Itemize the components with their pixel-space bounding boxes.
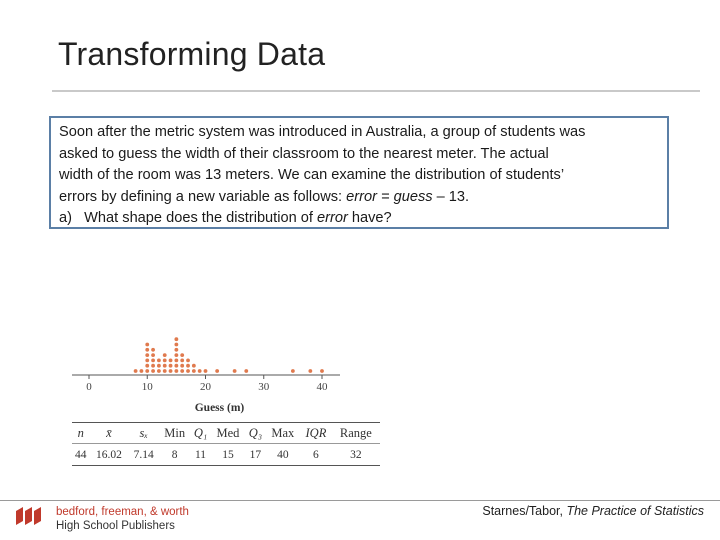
stats-mid-rule [72,443,380,444]
dot [180,369,184,373]
question-text: What shape does the distribution of [84,210,317,227]
stats-bottom-rule [72,465,380,466]
summary-header-cell: Min [164,425,186,440]
dot [174,369,178,373]
problem-text: asked to guess the width of their classroom to the nearest meter. The actual [59,145,549,162]
x-tick-label: 40 [316,381,328,393]
dot [198,369,202,373]
summary-value-cell: 32 [350,449,362,461]
x-tick-label: 30 [258,381,270,393]
dot [174,364,178,368]
dot [169,359,173,363]
dot [174,348,178,352]
dot [145,348,149,352]
problem-line [59,187,659,209]
dot [174,359,178,363]
problem-text: Soon after the metric system was introduced in Australia, a group of students was [59,124,586,140]
problem-text: – 13. [432,188,470,205]
footer-divider [0,500,720,501]
dot [145,343,149,347]
dot [163,353,167,357]
question-term: error [317,210,348,227]
dot [134,369,138,373]
summary-value-cell: 17 [249,449,262,461]
question-line [59,208,659,230]
dot [291,369,295,373]
summary-header-cell: IQR [305,425,327,440]
dot [145,359,149,363]
credit-book-title: The Practice of Statistics [566,504,704,518]
summary-value-cell: 15 [222,449,234,461]
dot [169,369,173,373]
x-axis-label: Guess (m) [194,402,245,414]
summary-value-cell: 44 [74,449,87,461]
error-formula: error = guess [346,188,433,205]
dot [244,369,248,373]
summary-value-cell: 16.02 [95,449,122,461]
problem-line [59,165,659,187]
publisher-logo [14,505,189,533]
summary-header-cell: Q₁ [193,425,208,440]
problem-text: width of the room was 13 meters. We can examine the distribution of students’ [59,167,565,184]
title-divider [52,90,700,92]
dot [157,364,161,368]
dot [186,369,190,373]
summary-header-cell: Range [339,425,372,440]
dot [192,364,196,368]
dot [180,359,184,363]
summary-header-cell: Max [271,425,295,440]
summary-value-row [72,444,380,466]
dot [145,353,149,357]
dot [163,359,167,363]
dot [145,364,149,368]
summary-stats-table [72,422,380,466]
summary-value-cell: 6 [313,449,319,461]
dot [151,359,155,363]
dotplot-chart [62,318,362,414]
summary-header-cell: sₓ [139,425,148,440]
x-tick-label: 0 [86,381,92,393]
dot [180,364,184,368]
slide-title: Transforming Data [58,36,326,72]
problem-text: errors by defining a new variable as follows: [59,188,347,205]
dot [215,369,219,373]
summary-value-cell: 40 [277,449,289,461]
book-credit [482,504,704,518]
problem-line [59,122,659,144]
dot [145,369,149,373]
dot [163,369,167,373]
publisher-name: bedford, freeman, & worth [56,506,189,518]
dot [186,359,190,363]
summary-header-row [72,422,380,444]
x-tick-label: 10 [141,381,153,393]
dot [140,369,144,373]
publisher-division: High School Publishers [56,520,175,532]
publisher-mark-icon [14,505,48,527]
dot [151,364,155,368]
credit-authors: Starnes/Tabor, [482,504,567,518]
summary-header-cell: n [77,425,84,440]
dot [308,369,312,373]
dot [169,364,173,368]
dot [151,348,155,352]
problem-line [59,144,659,166]
dot [204,369,208,373]
dot [157,359,161,363]
question-text: have? [347,210,392,227]
dot [157,369,161,373]
dot [186,364,190,368]
summary-value-cell: 11 [194,449,207,461]
dot [174,343,178,347]
summary-value-cell: 7.14 [133,449,154,461]
dot [192,369,196,373]
dot [174,337,178,341]
question-label: a) [59,210,72,227]
dot [174,353,178,357]
summary-header-cell: x̄ [106,425,112,440]
dot [151,369,155,373]
dot [320,369,324,373]
problem-box [49,116,669,229]
x-tick-label: 20 [200,381,211,393]
dot [163,364,167,368]
dot [151,353,155,357]
summary-value-cell: 8 [171,449,178,461]
dot [180,353,184,357]
dot [233,369,237,373]
summary-header-cell: Med [216,425,240,440]
summary-header-cell: Q₃ [248,425,263,440]
